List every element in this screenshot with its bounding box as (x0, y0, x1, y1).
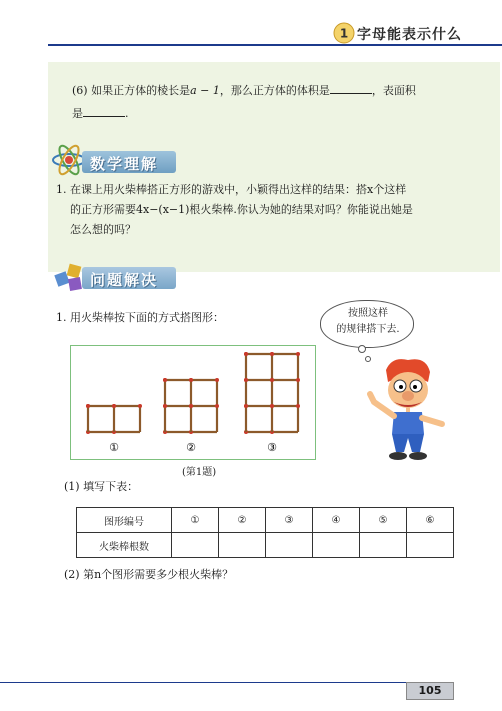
cartoon-boy-illustration (358, 352, 458, 462)
figure-label: ② (186, 441, 196, 454)
answer-blank-surface[interactable] (83, 104, 125, 117)
problem-1-solving: 1. 用火柴棒按下面的方式搭图形： (56, 311, 224, 324)
answer-blank-volume[interactable] (330, 81, 372, 94)
match-head (189, 404, 193, 408)
match-head (163, 404, 167, 408)
sub-question-1: (1) 填写下表： (64, 480, 139, 493)
match-head (112, 404, 116, 408)
section-banner-math-understanding (48, 147, 208, 173)
figure-label: ③ (267, 441, 277, 454)
table-row (77, 508, 454, 533)
match-head (270, 352, 274, 356)
header-rule (48, 44, 502, 46)
table-cell: ⑤ (360, 508, 407, 533)
answer-cell[interactable] (360, 533, 407, 558)
table-cell: ③ (266, 508, 313, 533)
answer-cell[interactable] (172, 533, 219, 558)
match-head (244, 352, 248, 356)
footer-rule (0, 682, 406, 683)
answer-table (76, 507, 454, 558)
match-head (86, 404, 90, 408)
expression: a − 1 (190, 84, 220, 97)
match-head (270, 378, 274, 382)
figure-caption: (第1题) (182, 467, 217, 478)
table-row (77, 533, 454, 558)
section-banner-problem-solving (48, 263, 208, 289)
chapter-title: 字母能表示什么 (357, 27, 462, 43)
section-title: 数学理解 (90, 155, 159, 173)
match-head (215, 404, 219, 408)
answer-cell[interactable] (313, 533, 360, 558)
match-head (296, 352, 300, 356)
question-6: (6) 如果正方体的棱长是a − 1，那么正方体的体积是 ，表面积 是 . (72, 79, 472, 125)
table-cell: ⑥ (407, 508, 454, 533)
match-head (244, 378, 248, 382)
match-head (215, 378, 219, 382)
sub-question-2: (2) 第n个图形需要多少根火柴棒？ (64, 568, 234, 581)
answer-cell[interactable] (407, 533, 454, 558)
table-header-matchstick-count: 火柴棒根数 (77, 533, 172, 558)
match-head (296, 378, 300, 382)
match-head (270, 404, 274, 408)
match-head (163, 378, 167, 382)
table-header-figure-number: 图形编号 (77, 508, 172, 533)
page-number: 105 (406, 682, 454, 700)
chapter-number-badge (333, 22, 355, 44)
table-cell: ② (219, 508, 266, 533)
section-title: 问题解决 (90, 271, 159, 289)
match-head (189, 378, 193, 382)
matchstick-diagram (70, 345, 316, 460)
answer-cell[interactable] (266, 533, 313, 558)
match-head (244, 404, 248, 408)
match-head (296, 404, 300, 408)
answer-cell[interactable] (219, 533, 266, 558)
figure-label: ① (109, 441, 119, 454)
match-head (138, 404, 142, 408)
speech-bubble-text: 按照这样 的规律搭下去. (336, 308, 400, 335)
table-cell: ④ (313, 508, 360, 533)
problem-1-understanding: 1. 在课上用火柴棒搭正方形的游戏中，小颖得出这样的结果：搭x个这样 的正方形需要4x−(x−1)根火柴棒.你认为她的结果对吗？你能说出她是 怎么想的吗？ (56, 183, 413, 236)
chapter-number: 1 (339, 26, 349, 41)
table-cell: ① (172, 508, 219, 533)
